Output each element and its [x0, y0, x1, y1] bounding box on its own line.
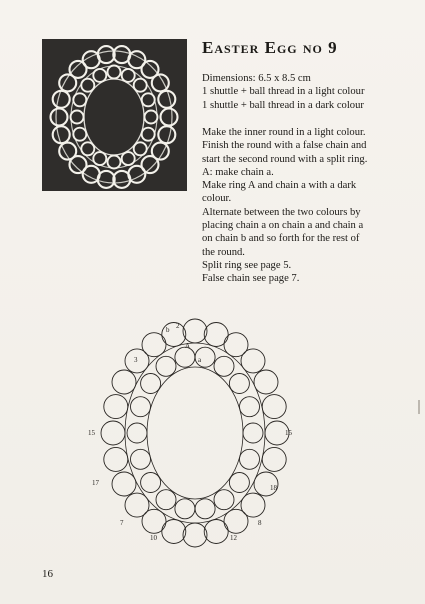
instructions-block: [202, 126, 392, 286]
instruction-line: False chain see page 7.: [202, 273, 300, 285]
diagram-ring: [262, 395, 286, 419]
diagram-ring: [240, 449, 260, 469]
diagram-label: a: [198, 356, 202, 364]
diagram-ring: [162, 520, 186, 544]
diagram-label: 15: [285, 429, 292, 437]
diagram-label: 15: [88, 429, 95, 437]
material-line: 1 shuttle + ball thread in a dark colour: [202, 99, 364, 111]
diagram-label: 18: [270, 484, 277, 492]
diagram-ring: [104, 395, 128, 419]
diagram-ring: [156, 490, 176, 510]
instruction-line: the round.: [202, 246, 245, 258]
diagram-ring: [127, 423, 147, 443]
instruction-line: on chain b and so forth for the rest of: [202, 233, 360, 245]
diagram-ring: [262, 447, 286, 471]
margin-mark: [418, 400, 420, 414]
dimensions-block: [202, 72, 392, 112]
tatted-egg-photo: [42, 39, 187, 191]
diagram-label: 2: [176, 322, 180, 330]
diagram-ring: [131, 449, 151, 469]
diagram-label: A: [185, 342, 191, 350]
diagram-ring: [229, 374, 249, 394]
instruction-line: Make ring A and chain a with a dark: [202, 180, 357, 192]
lace-egg-illustration: [42, 39, 187, 191]
instruction-line: placing chain a on chain a and chain a: [202, 220, 364, 232]
material-line: 1 shuttle + ball thread in a light colour: [202, 86, 365, 98]
page-number: 16: [42, 568, 53, 580]
diagram-ring: [175, 347, 195, 367]
diagram-label: 7: [120, 519, 124, 527]
diagram-ring: [240, 397, 260, 417]
instruction-line: start the second round with a split ring.: [202, 153, 368, 165]
diagram-ring: [156, 356, 176, 376]
diagram-label: 3: [134, 356, 138, 364]
tatting-diagram: [80, 310, 310, 555]
diagram-ring: [204, 323, 228, 347]
instruction-line: colour.: [202, 193, 232, 205]
diagram-ring: [204, 520, 228, 544]
instruction-line: Alternate between the two colours by: [202, 206, 361, 218]
diagram-ring: [183, 523, 207, 547]
diagram-ring: [141, 473, 161, 493]
diagram-ring: [214, 490, 234, 510]
diagram-ring: [243, 423, 263, 443]
diagram-ring: [214, 356, 234, 376]
diagram-ring: [229, 473, 249, 493]
diagram-label: b: [166, 326, 170, 334]
instruction-line: Finish the round with a false chain and: [202, 140, 367, 152]
instruction-line: Split ring see page 5.: [202, 259, 292, 271]
diagram-ring: [195, 499, 215, 519]
diagram-label: 8: [258, 519, 262, 527]
diagram-ring: [141, 374, 161, 394]
diagram-ring: [101, 421, 125, 445]
instruction-line: A: make chain a.: [202, 166, 274, 178]
diagram-ring: [131, 397, 151, 417]
diagram-label: 12: [230, 534, 237, 542]
diagram-ring: [104, 447, 128, 471]
diagram-ring: [183, 319, 207, 343]
tatting-pattern-diagram: [80, 310, 310, 555]
diagram-ring: [254, 370, 278, 394]
diagram-ring: [112, 472, 136, 496]
diagram-label: 17: [92, 479, 99, 487]
diagram-ring: [112, 370, 136, 394]
page-title: Easter Egg no 9: [202, 38, 338, 57]
instruction-line: Make the inner round in a light colour.: [202, 127, 366, 138]
dimensions-text: Dimensions: 6.5 x 8.5 cm: [202, 73, 311, 84]
diagram-label: 10: [150, 534, 157, 542]
diagram-ring: [175, 499, 195, 519]
